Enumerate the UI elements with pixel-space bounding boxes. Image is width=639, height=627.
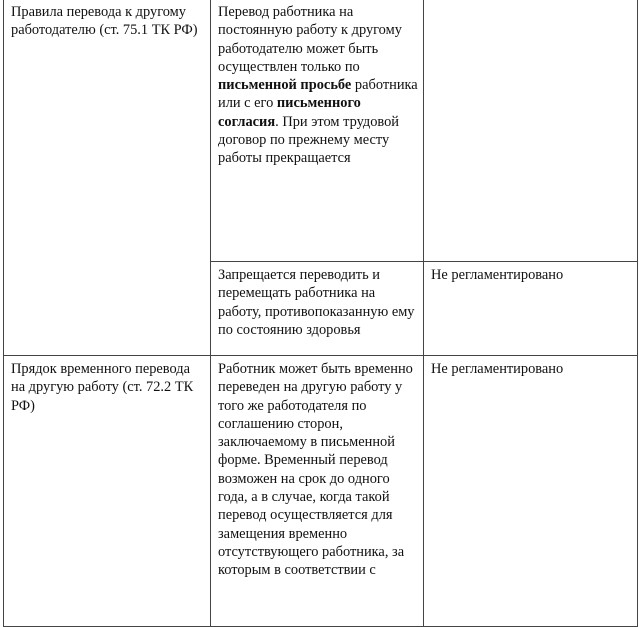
other-text: Не регламентировано <box>431 361 564 377</box>
other-text: Не регламентировано <box>431 267 564 283</box>
transfer-text-part: . При этом трудовой договор по прежнему месту работы прекращается <box>218 113 399 167</box>
transfer-text: Запрещается переводить и перемещать работника на работу, противопоказанную ему по состоянию здоровья <box>218 267 415 338</box>
comparison-table <box>3 0 638 627</box>
table-row <box>4 0 638 262</box>
transfer-cell <box>211 356 424 627</box>
other-cell <box>424 0 638 262</box>
other-cell <box>424 356 638 627</box>
transfer-cell <box>211 262 424 356</box>
other-cell <box>424 262 638 356</box>
table-row <box>4 356 638 627</box>
rule-text: Правила перевода к другому работодателю (ст. 75.1 ТК РФ) <box>11 4 198 39</box>
transfer-text-bold: письменной просьбе <box>218 77 352 94</box>
transfer-text-bold: письменного согласия <box>218 95 361 130</box>
transfer-text: Работник может быть временно переведен на другую работу у того же работодателя по соглашению сторон, заключаемому в письменной форме. Временный перевод возможен на срок до одного года, а в случае, когда такой перевод осуществляется для замещения временно отсутствующего работника, за которым в соответствии с <box>218 361 413 579</box>
transfer-text-part: работника или с его <box>218 77 418 112</box>
rule-cell-transfer-to-other-employer <box>4 0 211 356</box>
rule-cell-temporary-transfer <box>4 356 211 627</box>
transfer-cell <box>211 0 424 262</box>
transfer-text-part: Перевод работника на постоянную работу к другому работодателю может быть осуществлен только по <box>218 4 402 75</box>
rule-text: Прядок временного перевода на другую работу (ст. 72.2 ТК РФ) <box>11 361 194 414</box>
